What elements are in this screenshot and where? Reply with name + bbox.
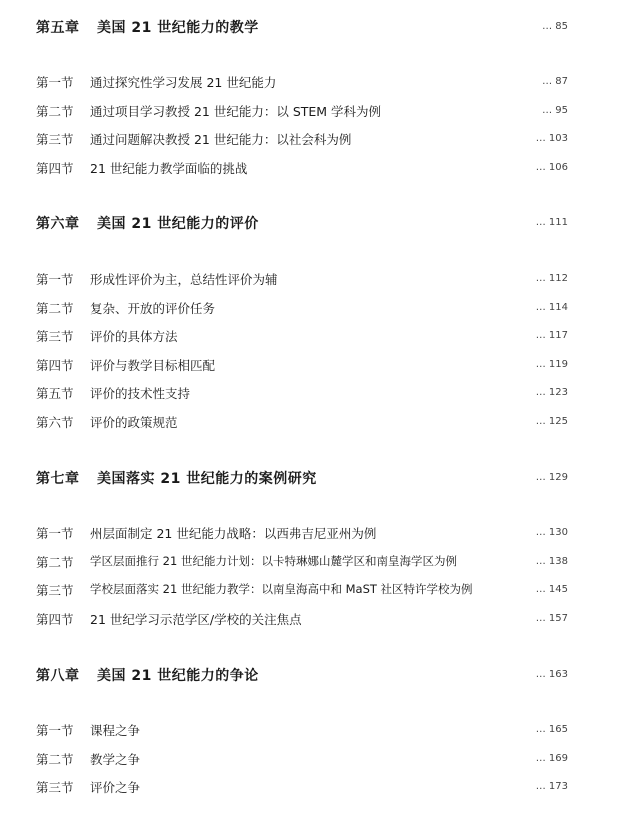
toc-section-row[interactable] — [0, 721, 629, 741]
toc-section-title: 学校层面落实 21 世纪能力教学：以南皇海高中和 MaST 社区特许学校为例 — [90, 582, 473, 596]
toc-section-title: 课程之争 — [90, 723, 141, 738]
toc-section-row[interactable] — [0, 159, 629, 179]
toc-section-title: 评价之争 — [90, 780, 141, 795]
toc-section-number: 第三节 — [36, 780, 74, 795]
toc-section-title: 通过探究性学习发展 21 世纪能力 — [90, 75, 277, 90]
toc-section-number: 第二节 — [36, 752, 74, 767]
toc-section-row[interactable] — [0, 413, 629, 433]
toc-page-number: … 87 — [542, 76, 568, 87]
toc-page-number: … 111 — [535, 217, 568, 228]
toc-section-number: 第一节 — [36, 723, 74, 738]
toc-section-row[interactable] — [0, 327, 629, 347]
toc-section-row[interactable] — [0, 610, 629, 630]
toc-page-number: … 85 — [542, 21, 568, 32]
toc-section-title: 评价的具体方法 — [90, 329, 178, 344]
toc-section-number: 第四节 — [36, 612, 74, 627]
toc-section-title: 21 世纪能力教学面临的挑战 — [90, 161, 248, 176]
toc-section-number: 第二节 — [36, 301, 74, 316]
toc-chapter-title: 美国落实 21 世纪能力的案例研究 — [97, 471, 317, 487]
toc-section-title: 教学之争 — [90, 752, 141, 767]
toc-section-number: 第六节 — [36, 415, 74, 430]
toc-section-row[interactable] — [0, 270, 629, 290]
toc-section-row[interactable] — [0, 750, 629, 770]
toc-section-title: 评价的技术性支持 — [90, 386, 191, 401]
toc-section-number: 第三节 — [36, 329, 74, 344]
toc-chapter-row[interactable] — [0, 665, 629, 685]
toc-section-row[interactable] — [0, 524, 629, 544]
toc-page-number: … 129 — [535, 472, 568, 483]
toc-chapter-number: 第五章 — [36, 20, 80, 36]
toc-section-row[interactable] — [0, 356, 629, 376]
toc-section-title: 形成性评价为主，总结性评价为辅 — [90, 272, 278, 287]
toc-page-number: … 163 — [535, 669, 568, 680]
toc-section-title: 评价的政策规范 — [90, 415, 178, 430]
toc-section-title: 复杂、开放的评价任务 — [90, 301, 216, 316]
toc-chapter-row[interactable] — [0, 17, 629, 37]
toc-chapter-number: 第六章 — [36, 216, 80, 232]
toc-chapter-title: 美国 21 世纪能力的争论 — [97, 668, 259, 684]
toc-section-number: 第三节 — [36, 132, 74, 147]
toc-section-row[interactable] — [0, 581, 629, 601]
toc-chapter-number: 第八章 — [36, 668, 80, 684]
toc-page-number: … 95 — [542, 105, 568, 116]
toc-chapter-title: 美国 21 世纪能力的评价 — [97, 216, 259, 232]
toc-section-number: 第二节 — [36, 555, 74, 570]
toc-page-number: … 119 — [535, 359, 568, 370]
toc-page-number: … 117 — [535, 330, 568, 341]
toc-chapter-number: 第七章 — [36, 471, 80, 487]
toc-page-number: … 103 — [535, 133, 568, 144]
toc-section-number: 第五节 — [36, 386, 74, 401]
toc-section-title: 学区层面推行 21 世纪能力计划：以卡特琳娜山麓学区和南皇海学区为例 — [90, 554, 457, 568]
toc-section-row[interactable] — [0, 553, 629, 573]
toc-page-number: … 138 — [535, 556, 568, 567]
toc-page-number: … 114 — [535, 302, 568, 313]
toc-section-title: 评价与教学目标相匹配 — [90, 358, 216, 373]
toc-section-row[interactable] — [0, 299, 629, 319]
toc-section-row[interactable] — [0, 102, 629, 122]
toc-section-row[interactable] — [0, 384, 629, 404]
toc-page-number: … 145 — [535, 584, 568, 595]
toc-section-number: 第四节 — [36, 161, 74, 176]
toc-section-title: 州层面制定 21 世纪能力战略：以西弗吉尼亚州为例 — [90, 526, 377, 541]
toc-chapter-row[interactable] — [0, 468, 629, 488]
toc-page-number: … 106 — [535, 162, 568, 173]
toc-page-number: … 165 — [535, 724, 568, 735]
toc-section-title: 通过项目学习教授 21 世纪能力：以 STEM 学科为例 — [90, 104, 382, 119]
toc-page-number: … 125 — [535, 416, 568, 427]
toc-section-number: 第四节 — [36, 358, 74, 373]
toc-section-number: 第二节 — [36, 104, 74, 119]
toc-section-title: 21 世纪学习示范学区/学校的关注焦点 — [90, 612, 302, 627]
toc-section-number: 第一节 — [36, 272, 74, 287]
toc-page-number: … 157 — [535, 613, 568, 624]
toc-section-row[interactable] — [0, 73, 629, 93]
toc-section-number: 第三节 — [36, 583, 74, 598]
toc-page-number: … 173 — [535, 781, 568, 792]
toc-section-row[interactable] — [0, 130, 629, 150]
toc-section-number: 第一节 — [36, 75, 74, 90]
toc-chapter-row[interactable] — [0, 213, 629, 233]
toc-page-number: … 123 — [535, 387, 568, 398]
toc-page-number: … 112 — [535, 273, 568, 284]
toc-chapter-title: 美国 21 世纪能力的教学 — [97, 20, 259, 36]
toc-section-number: 第一节 — [36, 526, 74, 541]
toc-section-title: 通过问题解决教授 21 世纪能力：以社会科为例 — [90, 132, 352, 147]
toc-page-number: … 130 — [535, 527, 568, 538]
toc-section-row[interactable] — [0, 778, 629, 798]
toc-page-number: … 169 — [535, 753, 568, 764]
